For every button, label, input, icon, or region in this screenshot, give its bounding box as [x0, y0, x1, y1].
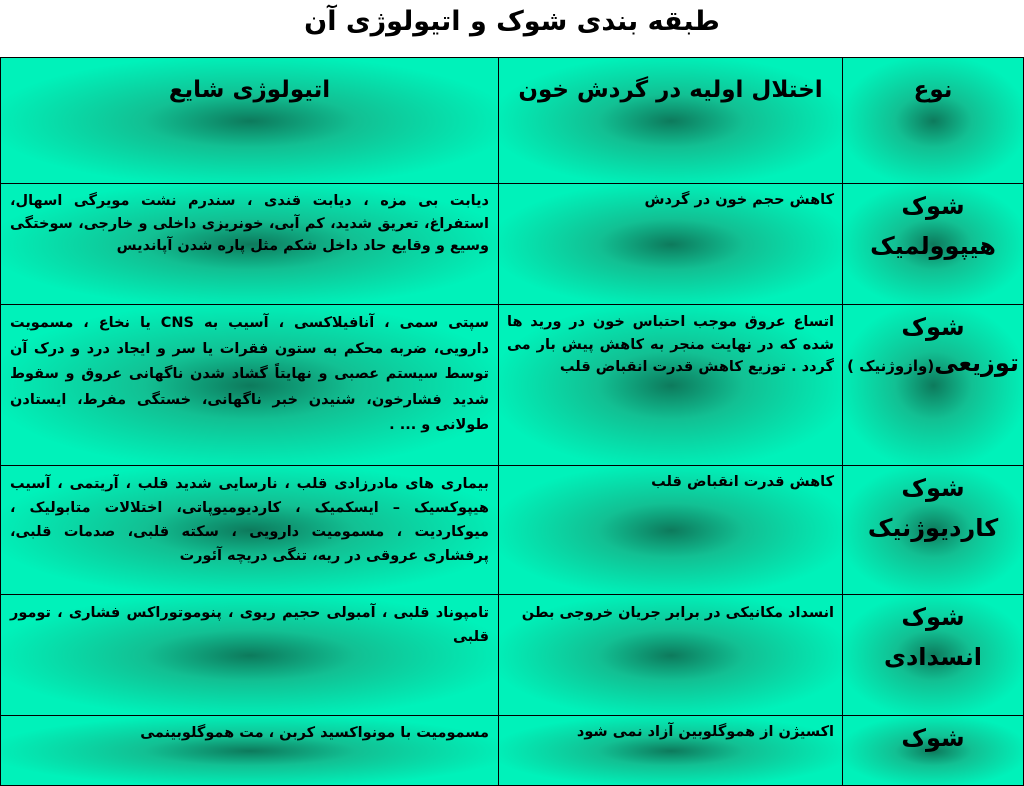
cell-etiology: تامپوناد قلبی ، آمبولی حجیم ریوی ، پنوموتوراکس فشاری ، تومور قلبی — [1, 595, 499, 716]
type-line-1: شوک — [901, 724, 965, 752]
type-line-2: کاردیوژنیک — [867, 514, 999, 542]
type-line-1: شوک — [901, 313, 965, 341]
header-etiology: اتیولوژی شایع — [1, 58, 499, 184]
table-row — [1, 466, 1024, 595]
cell-type — [843, 716, 1024, 786]
header-type: نوع — [843, 58, 1024, 184]
cell-disorder: اتساع عروق موجب احتباس خون در ورید ها شده که در نهایت منجر به کاهش پیش بار می گردد . توزیع کاهش قدرت انقباض قلب — [499, 305, 843, 466]
type-line-1: شوک — [901, 474, 965, 502]
cell-type — [843, 184, 1024, 305]
type-line-2 — [844, 347, 1022, 382]
shock-classification-table — [0, 57, 1024, 786]
cell-type — [843, 595, 1024, 716]
page-title: طبقه بندی شوک و اتیولوژی آن — [304, 6, 720, 37]
cell-etiology: دیابت بی مزه ، دیابت قندی ، سندرم نشت مویرگی اسهال، استفراغ، تعریق شدید، کم آبی، خونریزی داخلی و خارجی، سوختگی وسیع و وقایع حاد داخل شکم مثل پاره شدن آپاندیس — [1, 184, 499, 305]
table-row — [1, 716, 1024, 786]
cell-type — [843, 305, 1024, 466]
type-main: توزیعی — [934, 349, 1019, 377]
type-line-1: شوک — [901, 603, 965, 631]
table-header-row — [1, 58, 1024, 184]
cell-etiology: بیماری های مادرزادی قلب ، نارسایی شدید قلب ، آریتمی ، آسیب هیپوکسیک – ایسکمیک ، کاردیومیوپاتی، اختلالات متابولیک ، میوکاردیت ، مسمومیت دارویی ، سکته قلبی، صدمات قلبی، پرفشاری عروقی در ریه، تنگی دریچه آئورت — [1, 466, 499, 595]
table-row — [1, 305, 1024, 466]
table-row — [1, 595, 1024, 716]
table-row — [1, 184, 1024, 305]
type-line-2: هیپوولمیک — [870, 232, 996, 260]
cell-disorder: اکسیژن از هموگلوبین آزاد نمی شود — [499, 716, 843, 786]
cell-disorder: انسداد مکانیکی در برابر جریان خروجی بطن — [499, 595, 843, 716]
type-line-1: شوک — [901, 192, 965, 220]
cell-type — [843, 466, 1024, 595]
cell-etiology: سپتی سمی ، آنافیلاکسی ، آسیب به CNS یا نخاع ، مسمویت دارویی، ضربه محکم به ستون فقرات یا سر و ایجاد درد و درک آن توسط سیستم عصبی و نهایتاً گشاد شدن ناگهانی عروق و سقوط شدید فشارخون، شنیدن خبر ناگهانی، خستگی مفرط، ایستادن طولانی و ... . — [1, 305, 499, 466]
type-line-2: انسدادی — [883, 643, 983, 671]
type-note: (وازوژنیک ) — [847, 357, 935, 375]
cell-disorder: کاهش قدرت انقباض قلب — [499, 466, 843, 595]
cell-etiology: مسمومیت با مونواکسید کربن ، مت هموگلوبینمی — [1, 716, 499, 786]
cell-disorder: کاهش حجم خون در گردش — [499, 184, 843, 305]
header-disorder: اختلال اولیه در گردش خون — [499, 58, 843, 184]
